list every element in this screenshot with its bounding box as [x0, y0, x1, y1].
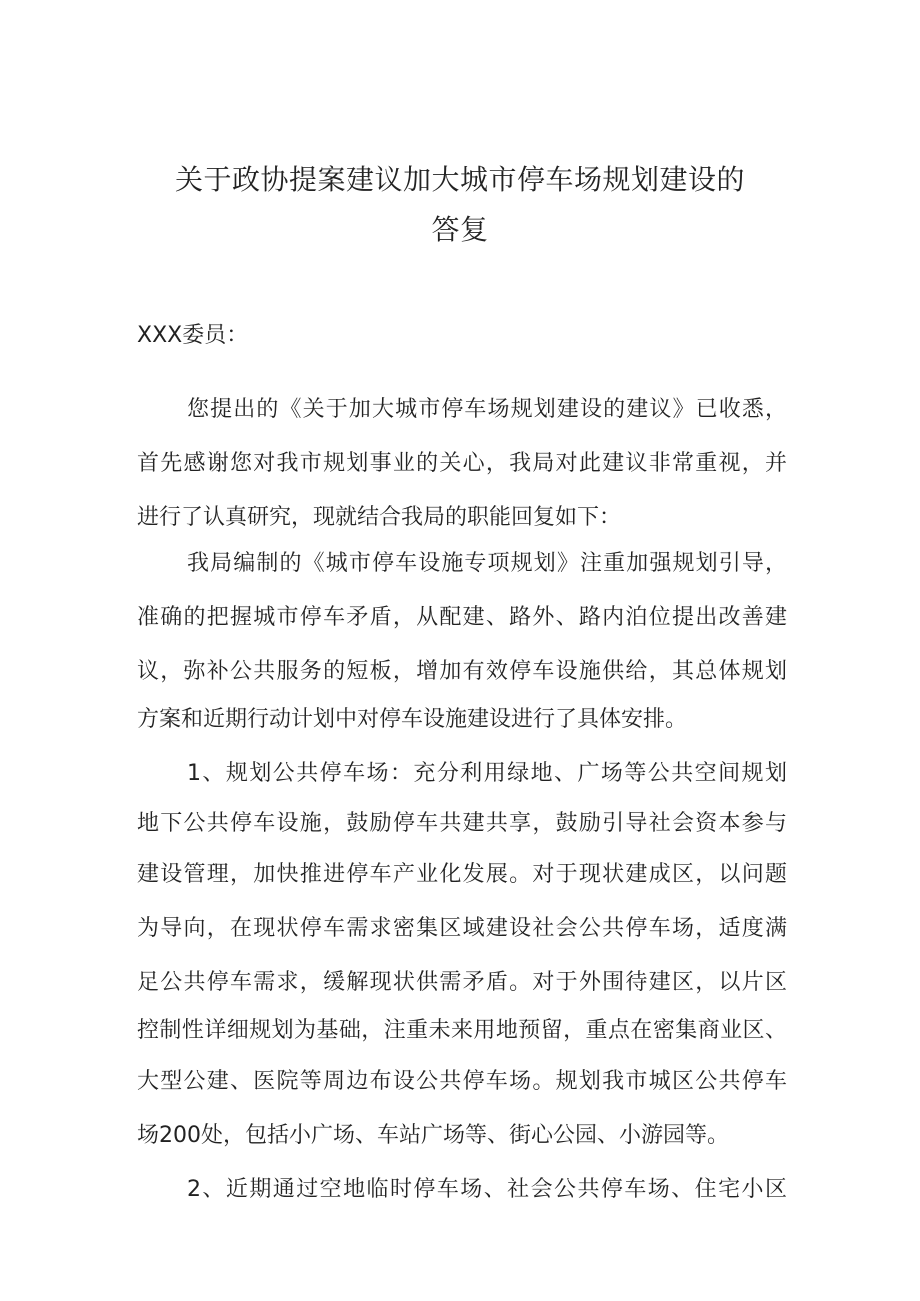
document-title-line-1: 关于政协提案建议加大城市停车场规划建设的 [174, 163, 745, 196]
paragraph-3-line-4: 为导向，在现状停车需求密集区域建设社会公共停车场，适度满 [137, 916, 787, 941]
paragraph-3-line-2: 地下公共停车设施，鼓励停车共建共享，鼓励引导社会资本参与 [137, 811, 787, 836]
paragraph-2-line-4: 方案和近期行动计划中对停车设施建设进行了具体安排。 [137, 707, 688, 732]
salutation: XXX委员： [137, 323, 249, 348]
paragraph-3-line-7: 大型公建、医院等周边布设公共停车场。规划我市城区公共停车 [137, 1069, 787, 1094]
paragraph-4-line-1: 2、近期通过空地临时停车场、社会公共停车场、住宅小区 [187, 1177, 787, 1202]
paragraph-1-line-1: 您提出的《关于加大城市停车场规划建设的建议》已收悉， [187, 397, 787, 422]
paragraph-1-line-3: 进行了认真研究，现就结合我局的职能回复如下： [137, 505, 622, 530]
document-title-line-2: 答复 [431, 213, 489, 246]
paragraph-1-line-2: 首先感谢您对我市规划事业的关心，我局对此建议非常重视，并 [137, 451, 787, 476]
paragraph-3-line-3: 建设管理，加快推进停车产业化发展。对于现状建成区，以问题 [137, 862, 787, 887]
paragraph-3-line-1: 1、规划公共停车场：充分利用绿地、广场等公共空间规划 [187, 761, 787, 786]
paragraph-3-line-8: 场200处，包括小广场、车站广场等、街心公园、小游园等。 [137, 1123, 729, 1148]
paragraph-3-line-5: 足公共停车需求，缓解现状供需矛盾。对于外围待建区，以片区 [137, 970, 787, 995]
paragraph-2-line-3: 议，弥补公共服务的短板，增加有效停车设施供给，其总体规划 [137, 659, 787, 684]
paragraph-3-line-6: 控制性详细规划为基础，注重未来用地预留，重点在密集商业区、 [137, 1018, 787, 1043]
paragraph-2-line-1: 我局编制的《城市停车设施专项规划》注重加强规划引导， [187, 551, 787, 576]
paragraph-2-line-2: 准确的把握城市停车矛盾，从配建、路外、路内泊位提出改善建 [137, 605, 787, 630]
